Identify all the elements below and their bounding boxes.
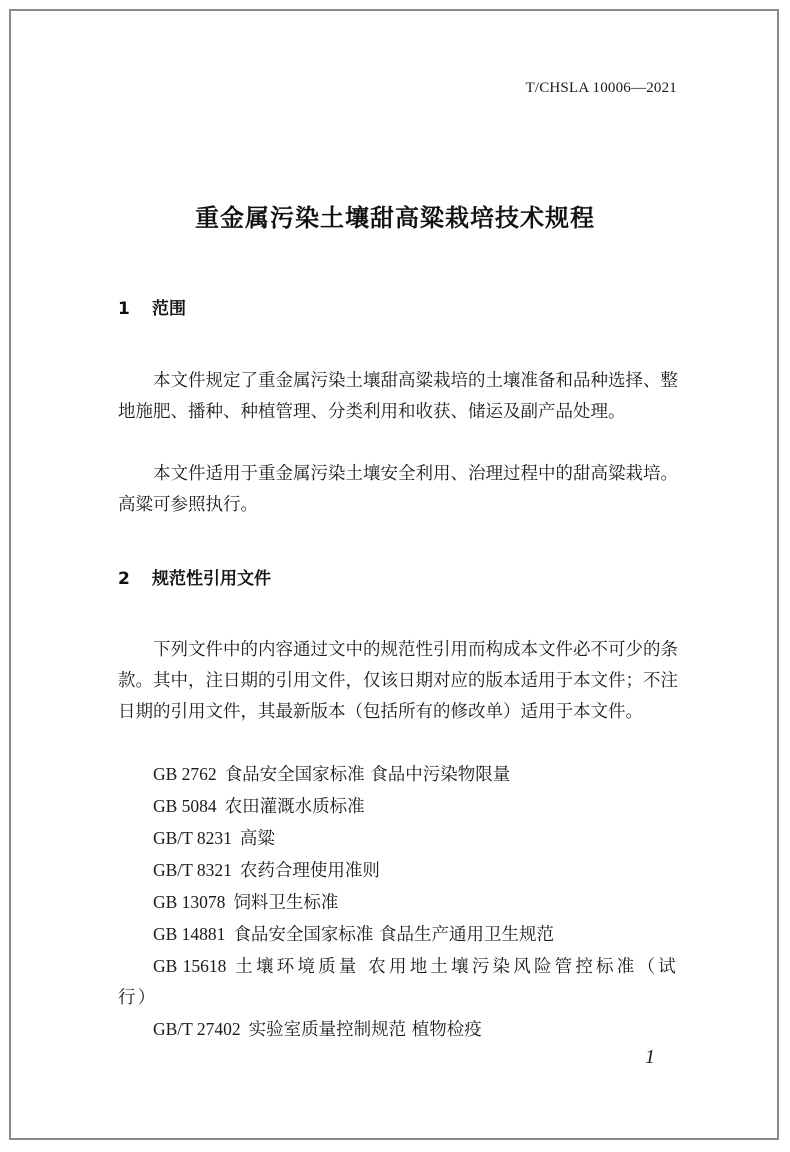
reference-title: 土壤环境质量 农用地土壤污染风险管控标准（试行）: [118, 957, 678, 1008]
scope-paragraph-2: 本文件适用于重金属污染土壤安全利用、治理过程中的甜高粱栽培。高粱可参照执行。: [118, 464, 678, 515]
reference-code: GB/T 8231: [153, 828, 232, 848]
reference-title: 实验室质量控制规范 植物检疫: [248, 1020, 482, 1040]
reference-item: [118, 791, 678, 823]
normative-references-intro: 下列文件中的内容通过文中的规范性引用而构成本文件必不可少的条款。其中，注日期的引用文件，仅该日期对应的版本适用于本文件；不注日期的引用文件，其最新版本（包括所有的修改单）适用于本文件。: [118, 640, 678, 722]
section-1-heading: [118, 294, 186, 319]
page-number: 1: [645, 1046, 655, 1068]
section-number: 2: [118, 569, 130, 589]
reference-code: GB 13078: [153, 892, 226, 912]
reference-item: [118, 951, 678, 1014]
section-title: 范围: [152, 299, 186, 319]
reference-item: [118, 855, 678, 887]
section-2-heading: [118, 564, 271, 589]
reference-list: [118, 759, 678, 1046]
reference-code: GB 15618: [153, 956, 227, 976]
reference-title: 饲料卫生标准: [233, 893, 339, 913]
reference-code: GB/T 27402: [153, 1019, 241, 1039]
reference-title: 农药合理使用准则: [239, 861, 380, 881]
reference-title: 食品安全国家标准 食品生产通用卫生规范: [233, 925, 554, 945]
reference-item: [118, 823, 678, 855]
reference-item: [118, 759, 678, 791]
section-number: 1: [118, 299, 130, 319]
reference-item: [118, 887, 678, 919]
reference-title: 食品安全国家标准 食品中污染物限量: [224, 765, 511, 785]
reference-item: [118, 1014, 678, 1046]
reference-code: GB 5084: [153, 796, 217, 816]
reference-item: [118, 919, 678, 951]
reference-title: 高粱: [239, 829, 275, 849]
reference-code: GB 2762: [153, 764, 217, 784]
scope-paragraph-1: 本文件规定了重金属污染土壤甜高粱栽培的土壤准备和品种选择、整地施肥、播种、种植管理、分类利用和收获、储运及副产品处理。: [118, 371, 678, 422]
document-title: 重金属污染土壤甜高粱栽培技术规程: [195, 204, 595, 232]
reference-code: GB/T 8321: [153, 860, 232, 880]
document-code: T/CHSLA 10006—2021: [525, 80, 677, 96]
reference-title: 农田灌溉水质标准: [224, 797, 365, 817]
reference-code: GB 14881: [153, 924, 226, 944]
section-title: 规范性引用文件: [152, 569, 271, 589]
